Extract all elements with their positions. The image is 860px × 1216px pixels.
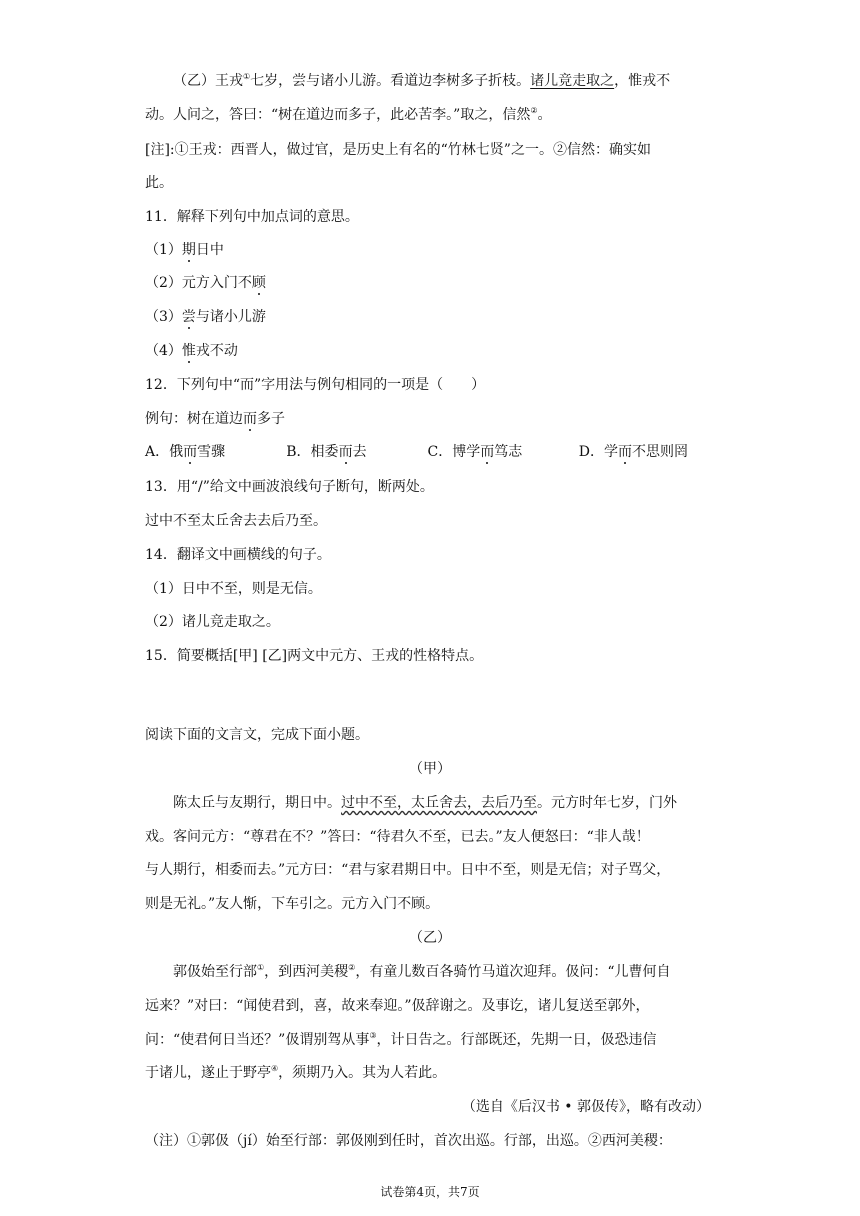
q11-item-4: [145, 341, 720, 361]
text-span: C．博学: [427, 444, 481, 460]
jia-line-4: 则是无礼。”友人惭，下车引之。元方入门不顾。: [145, 896, 440, 912]
text-span: （2）元方入门不: [145, 275, 252, 291]
footnote-marker: ③: [369, 1031, 377, 1040]
text-span: 去: [352, 444, 367, 460]
q12-example: [145, 409, 720, 429]
option-c[interactable]: [428, 442, 579, 462]
q11-item-3: [145, 307, 720, 327]
q11-stem: 11．解释下列句中加点词的意思。: [145, 209, 359, 225]
dotted-word: 顾: [251, 275, 266, 291]
dotted-word: 而: [338, 444, 353, 460]
yi-top-line-2: [145, 105, 720, 125]
text-span: 陈太丘与友期行，期日中。: [173, 795, 341, 811]
text-span: 七岁，尝与诸小儿游。看道边李树多子折枝。: [250, 73, 531, 89]
text-span: 郭伋始至行部: [173, 964, 257, 980]
page-footer: 试卷第4页，共7页: [380, 1185, 480, 1199]
text-span: 雪骤: [197, 444, 226, 460]
text-span: 例句：树在道边: [145, 411, 243, 427]
text-span: ，惟戎不: [614, 73, 671, 89]
section-intro: 阅读下面的文言文，完成下面小题。: [145, 727, 369, 743]
option-a[interactable]: [145, 442, 286, 462]
text-span: A．俄: [145, 444, 184, 460]
text-span: 与诸小儿游: [195, 309, 266, 325]
source-citation: （选自《后汉书 • 郭伋传》，略有改动）: [461, 1099, 710, 1115]
text-span: 动。人问之，答曰：“树在道边而多子，此必苦李。”取之，信然: [145, 107, 531, 123]
underlined-sentence: 诸儿竞走取之: [530, 73, 615, 89]
text-span: 问：“使君何日当还？”伋谓别驾从事: [145, 1032, 370, 1048]
text-span: 笃志: [494, 444, 523, 460]
note-top-line-2: 此。: [145, 175, 173, 191]
dotted-word: 而: [183, 444, 198, 460]
q11-item-2: [145, 273, 720, 293]
text-span: 多子: [257, 411, 285, 427]
dotted-word: 而: [480, 444, 495, 460]
footnote-marker: ①: [257, 963, 265, 972]
yi-line-4: [145, 1063, 720, 1083]
text-span: （4）: [145, 343, 182, 359]
dotted-word: 而: [617, 444, 632, 460]
text-span: 日中: [195, 242, 224, 258]
text-span: 不思则罔: [631, 444, 688, 460]
q11-item-1: [145, 240, 720, 260]
footnote-marker: ①: [243, 72, 251, 81]
jia-line-1: [173, 793, 720, 813]
wavy-underlined-sentence: 过中不至，太丘舍去，去后乃至: [341, 795, 537, 811]
jia-line-2: 戏。客问元方：“尊君在不？”答曰：“待君久不至，已去。”友人便怒曰：“非人哉！: [145, 829, 650, 845]
footnote-marker: ④: [271, 1064, 279, 1073]
text-span: B．相委: [286, 444, 339, 460]
yi-line-2: 远来？”对曰：“闻使君到，喜，故来奉迎。”伋辞谢之。及事讫，诸儿复送至郭外，: [145, 998, 650, 1014]
jia-line-3: 与人期行，相委而去。”元方曰：“君与家君期日中。日中不至，则是无信；对子骂父，: [145, 862, 671, 878]
q14-item-2: （2）诸儿竞走取之。: [145, 614, 280, 630]
text-span: D．学: [578, 444, 618, 460]
text-span: （1）: [145, 242, 182, 258]
q13-stem: 13．用“/”给文中画波浪线句子断句，断两处。: [145, 479, 434, 495]
footnote-marker: ②: [530, 106, 538, 115]
q14-item-1: （1）日中不至，则是无信。: [145, 581, 322, 597]
q13-sentence: 过中不至太丘舍去去后乃至。: [145, 513, 327, 529]
q12-stem: 12．下列句中“而”字用法与例句相同的一项是（ ）: [145, 377, 486, 393]
dotted-word: 而: [243, 411, 257, 427]
q12-options: [145, 442, 720, 462]
yi-line-1: [173, 962, 720, 982]
yi-title: （乙）: [409, 930, 451, 946]
dotted-word: 尝: [181, 309, 196, 325]
text-span: 。元方时年七岁，门外: [537, 795, 677, 811]
jia-title: （甲）: [409, 761, 451, 777]
text-span: 于诸儿，遂止于野亭: [145, 1065, 271, 1081]
text-span: （3）: [145, 309, 182, 325]
text-span: ，计日告之。行部既还，先期一日，伋恐违信: [376, 1032, 657, 1048]
q15-stem: 15．简要概括[甲] [乙]两文中元方、王戎的性格特点。: [145, 648, 484, 664]
dotted-word: 期: [181, 242, 196, 258]
text-span: ，有童儿数百各骑竹马道次迎拜。伋问：“儿曹何自: [355, 964, 671, 980]
text-span: ，须期乃入。其为人若此。: [278, 1065, 447, 1081]
yi-top-line-1: [173, 71, 720, 91]
note-top-line-1: [注]:①王戎：西晋人，做过官，是历史上有名的“竹林七贤”之一。②信然：确实如: [145, 142, 651, 158]
option-d[interactable]: [579, 442, 720, 462]
text-span: 。: [537, 107, 552, 123]
yi-line-3: [145, 1030, 720, 1050]
option-b[interactable]: [286, 442, 427, 462]
q14-stem: 14．翻译文中画横线的句子。: [145, 547, 331, 563]
dotted-word: 惟: [181, 343, 196, 359]
text-span: （乙）王戎: [173, 73, 243, 89]
yi-note: （注）①郭伋（jí）始至行部：郭伋刚到任时，首次出巡。行部，出巡。②西河美稷：: [145, 1133, 672, 1149]
text-span: 戎不动: [195, 343, 238, 359]
footnote-marker: ②: [348, 963, 356, 972]
text-span: ，到西河美稷: [264, 964, 349, 980]
